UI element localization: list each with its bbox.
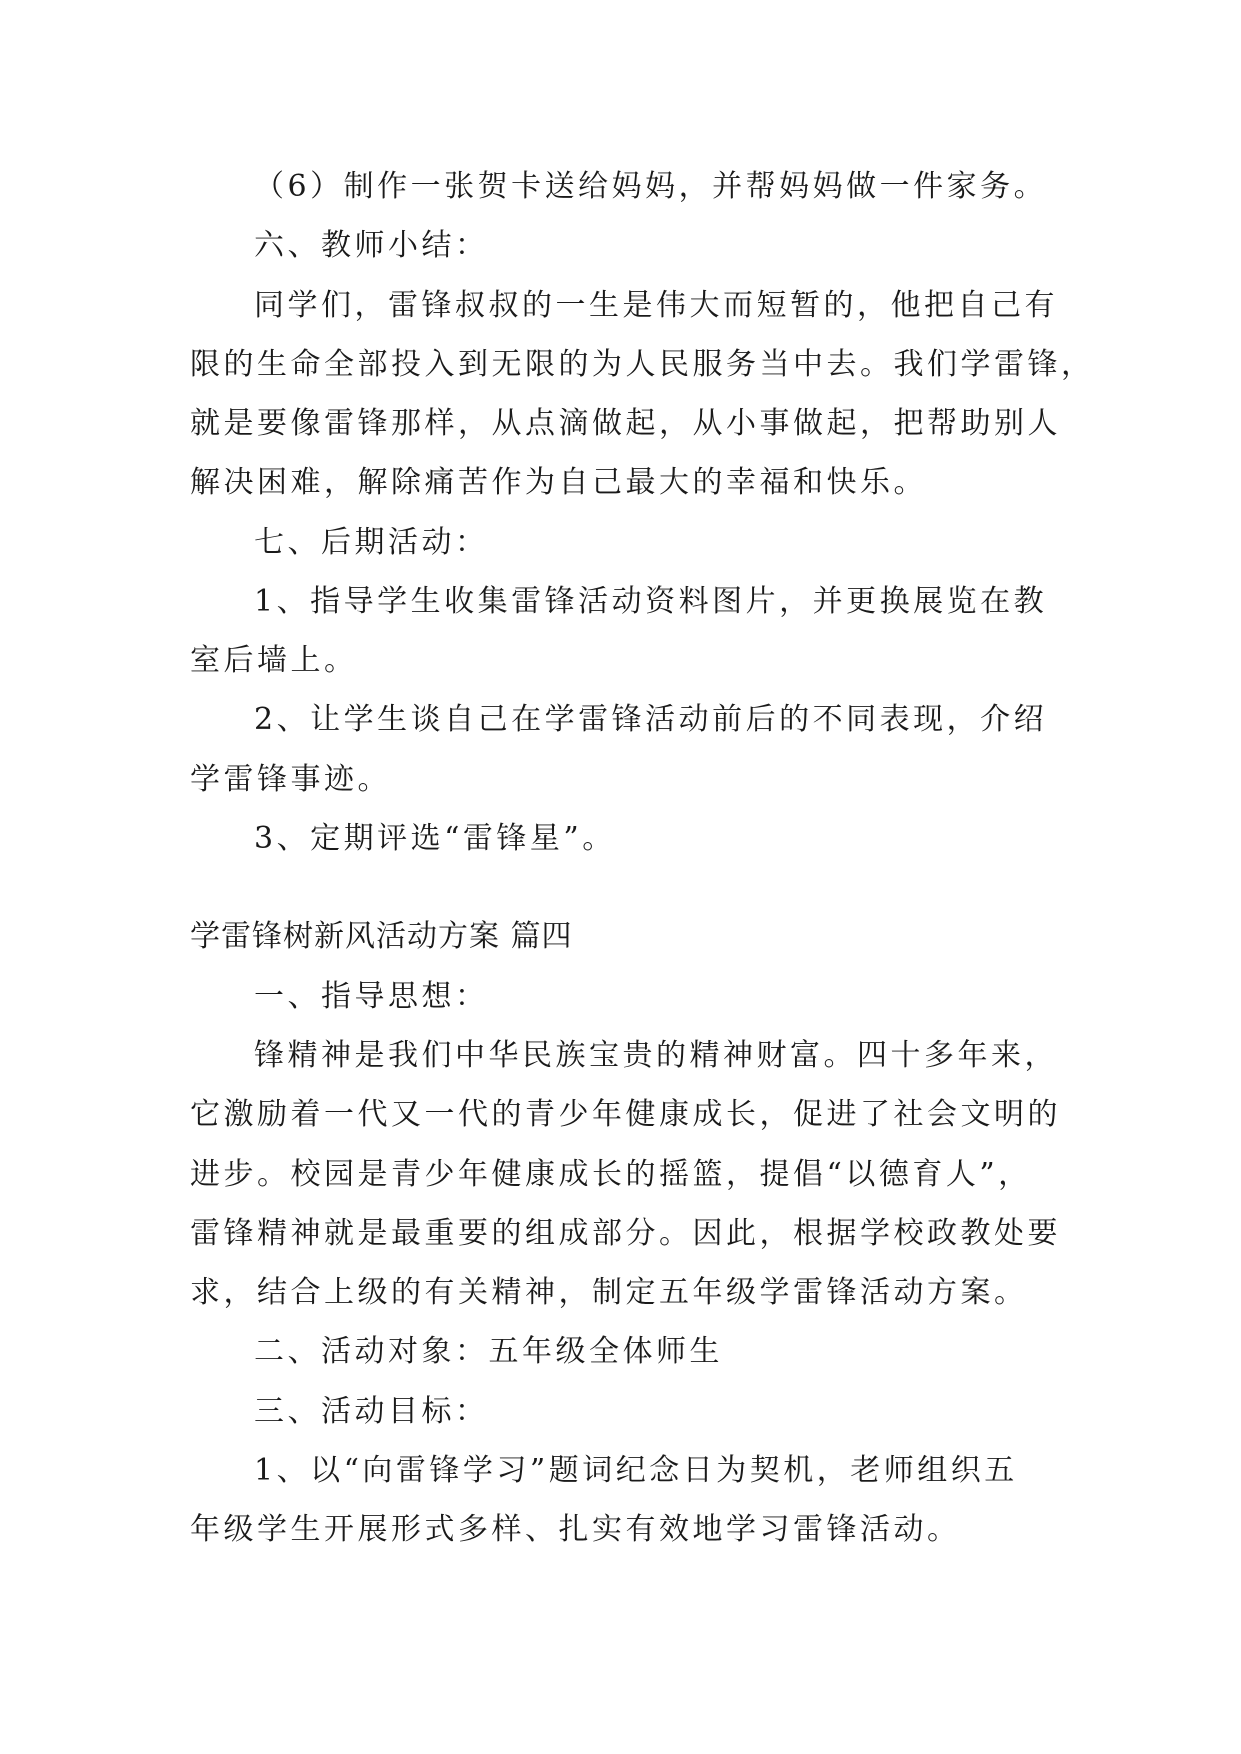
section-4-title: 学雷锋树新风活动方案 篇四 [190,919,573,954]
goal-1-line-2: 年级学生开展形式多样、扎实有效地学习雷锋活动。 [190,1512,961,1547]
heading-later-activities: 七、后期活动： [254,525,489,560]
summary-line-2: 限的生命全部投入到无限的为人民服务当中去。我们学雷锋， [190,347,1095,382]
activity-2-line-2: 学雷锋事迹。 [190,762,391,797]
heading-guiding-ideology: 一、指导思想： [254,979,489,1014]
summary-line-4: 解决困难，解除痛苦作为自己最大的幸福和快乐。 [190,465,927,500]
heading-activity-target: 二、活动对象：五年级全体师生 [254,1334,723,1369]
activity-3-text: 3、定期评选“雷锋星”。 [254,821,616,856]
guiding-line-1: 锋精神是我们中华民族宝贵的精神财富。四十多年来， [254,1038,1058,1073]
heading-activity-goals: 三、活动目标： [254,1394,489,1429]
guiding-line-2: 它激励着一代又一代的青少年健康成长，促进了社会文明的 [190,1097,1061,1132]
summary-line-3: 就是要像雷锋那样，从点滴做起，从小事做起，把帮助别人 [190,406,1061,441]
activity-1-line-1: 1、指导学生收集雷锋活动资料图片，并更换展览在教 [254,584,1048,619]
summary-line-1: 同学们，雷锋叔叔的一生是伟大而短暂的，他把自己有 [254,288,1058,323]
activity-2-line-1: 2、让学生谈自己在学雷锋活动前后的不同表现，介绍 [254,702,1048,737]
item-6-text: （6）制作一张贺卡送给妈妈，并帮妈妈做一件家务。 [254,169,1048,204]
guiding-line-4: 雷锋精神就是最重要的组成部分。因此，根据学校政教处要 [190,1216,1061,1251]
guiding-line-3: 进步。校园是青少年健康成长的摇篮，提倡“以德育人”， [190,1157,1032,1192]
guiding-line-5: 求，结合上级的有关精神，制定五年级学雷锋活动方案。 [190,1275,1028,1310]
activity-1-line-2: 室后墙上。 [190,643,358,678]
heading-teacher-summary: 六、教师小结： [254,228,489,263]
goal-1-line-1: 1、以“向雷锋学习”题词纪念日为契机，老师组织五 [254,1453,1018,1488]
